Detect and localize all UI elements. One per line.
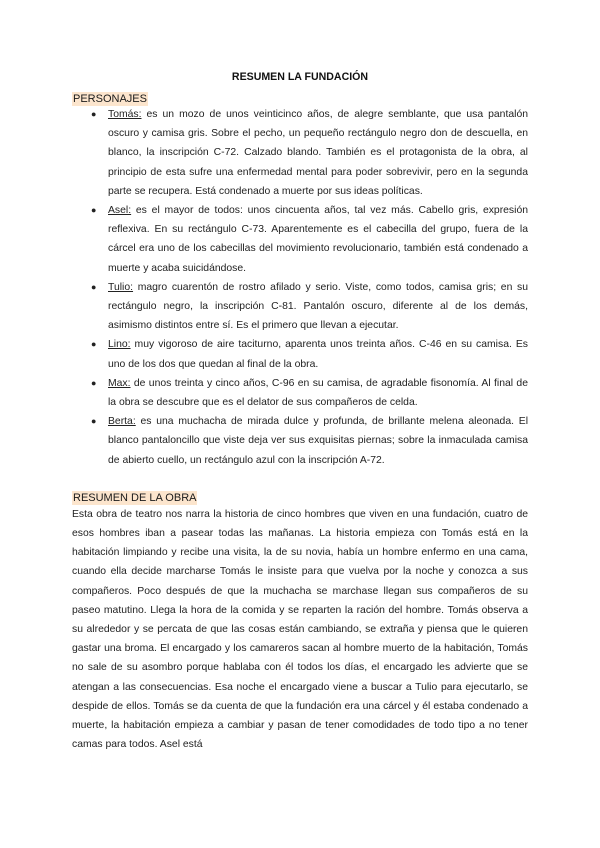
list-item [91, 412, 528, 470]
list-item [91, 278, 528, 336]
character-name: Tomás: [108, 109, 142, 120]
character-name: Berta: [108, 416, 136, 428]
document-title: RESUMEN LA FUNDACIÓN [231, 71, 369, 83]
summary-heading: RESUMEN DE LA OBRA [73, 491, 197, 504]
bullet-icon: ● [91, 281, 97, 292]
character-description: es una muchacha de mirada dulce y profunda, de brillante melena aleonada. El blanco pantaloncillo que viste deja ver sus exquisitas piernas; sobre la inmaculada camisa de abierto cuello, un rectángulo azul con la inscripción A-72. [108, 416, 528, 466]
character-name: Max: [108, 377, 131, 389]
character-description: es el mayor de todos: unos cincuenta años, tal vez más. Cabello gris, expresión reflexiva. En su rectángulo C-73. Aparentemente es el cabecilla del grupo, fuera de la cárcel era uno de los cabecillas del movimiento revolucionario, también está condenado a muerte y acaba suicidándose. [108, 205, 528, 274]
character-description: de unos treinta y cinco años, C-96 en su camisa, de agradable fisonomía. Al final de la obra se descubre que es el delator de sus compañeros de celda. [108, 377, 528, 409]
bullet-icon: ● [91, 109, 97, 119]
bullet-icon: ● [91, 205, 97, 216]
character-description: magro cuarentón de rostro afilado y serio. Viste, como todos, camisa gris; en su rectángulo negro, la inscripción C-81. Pantalón oscuro, diferente al de los demás, asimismo distintos entre sí. Es el primero que llevan a ejecutar. [108, 281, 528, 332]
bullet-icon: ● [91, 339, 97, 350]
character-description: muy vigoroso de aire taciturno, aparenta unos treinta años. C-46 en su camisa. Es uno de los dos que quedan al final de la obra. [108, 339, 528, 370]
bullet-icon: ● [91, 377, 97, 388]
character-name: Lino: [108, 339, 131, 351]
characters-heading: PERSONAJES [73, 93, 147, 105]
bullet-icon: ● [91, 416, 97, 427]
character-name: Tulio: [108, 281, 134, 293]
character-name: Asel: [108, 205, 132, 217]
list-item [91, 335, 528, 373]
summary-section [72, 488, 528, 755]
list-item [91, 374, 528, 412]
summary-paragraph: Esta obra de teatro nos narra la historia de cinco hombres que viven en una fundación, cuatro de esos hombres iban a pasear todas las mañanas. La historia empieza con Tomás está en la habitación limpiando y recibe una visita, la de su novia, había un hombre enfermo en una cama, cuando ella decide marcharse Tomás le insiste para que vuelva por la noche y conozca a sus compañeros. Poco después de que la muchacha se marchase llegan sus compañeros de su paseo matutino. Llega la hora de la comida y se reparten la ración del hombre. Tomás observa a su alrededor y se percata de que las cosas están cambiando, se extraña y piensa que le quieren gastar una broma. El encargado y los camareros sacan al hombre muerto de la habitación, Tomás no sale de su asombro porque hablaba con él todos los días, el encargado les advierte que se atengan a las consecuencias. Esa noche el encargado viene a buscar a Tulio para ejecutarlo, se despide de ellos. Tomás se da cuenta de que la fundación era una cárcel y él estaba condenado a muerte, la habitación empieza a cambiar y pasan de tener comodidades de todo tipo a no tener camas para todos. Asel está [72, 508, 528, 751]
characters-list [72, 105, 528, 470]
characters-heading-row [72, 89, 528, 105]
summary-heading-row [72, 488, 528, 504]
character-description: es un mozo de unos veinticinco años, de alegre semblante, que usa pantalón oscuro y camisa gris. Sobre el pecho, un pequeño rectángulo negro don de descuella, en blanco, la inscripción C-72. Calzado blando. También es el protagonista de la obra, al principio de esta sufre una enfermedad mental para poder sobrevivir, pero en la segunda parte se recupera. Está condenado a muerte por sus ideas políticas. [108, 109, 528, 197]
list-item [91, 105, 528, 201]
list-item [91, 201, 528, 278]
